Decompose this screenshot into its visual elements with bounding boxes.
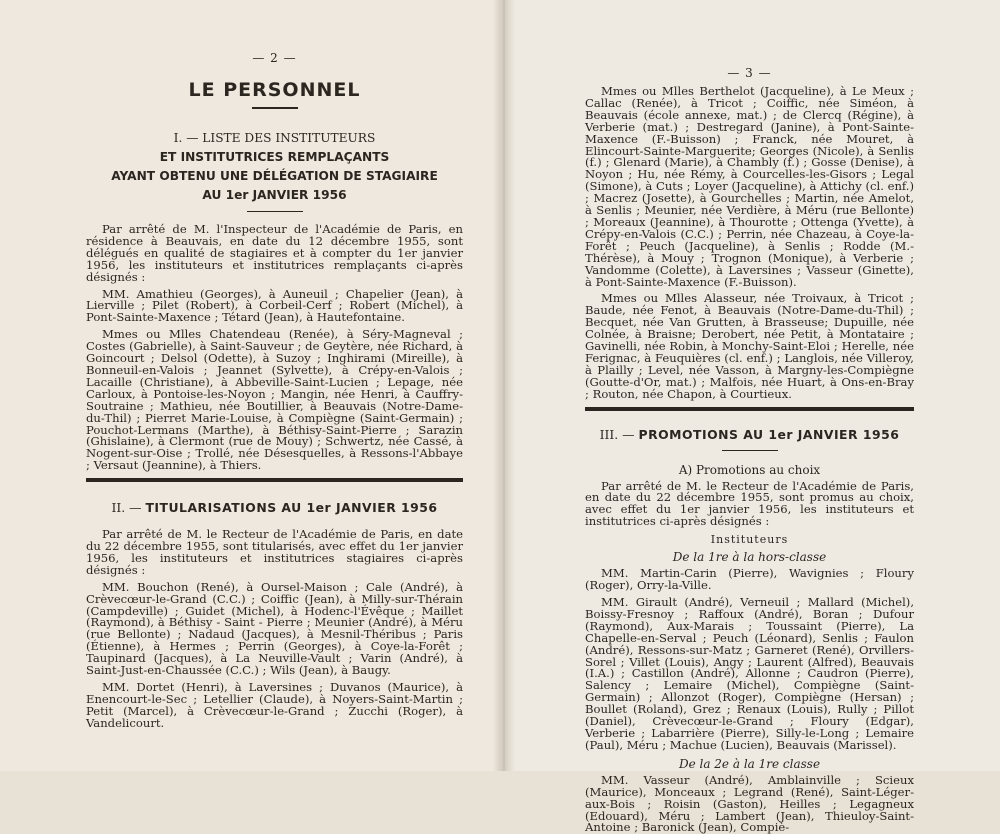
paragraph: MM. Dortet (Henri), à Laversines ; Duvanos (Maurice), à Enencourt-le-Sec ; Letellier (Claude), à Noyers-Saint-Martin ; Petit (Marcel), à Crèvecœur-le-Grand ; Zucchi (Roger), à Vandelicourt. [86, 680, 463, 730]
paragraph: MM. Girault (André), Verneuil ; Mallard (Michel), Boissy-Fresnoy ; Raffoux (André), Boran ; Dufour (Raymond), Aux-Marais ; Toussaint (Pierre), La Chapelle-en-Serval ; Peuch (Léonard), Senlis ; Faulon (André), Ressons-sur-Matz ; Garneret (René), Orvillers-Sorel ; Villet (Louis), Angy ; Laurent (Alfred), Beauvais (I.A.) ; Castillon (André), Allonne ; Caudron (Pierre), Salency ; Lemaire (Michel), Compiègne (Saint-Germain) ; Allonzot (Roger), Compiègne (Hersan) ; Boullet (Roland), Grez ; Renaux (Louis), Rully ; Pillot (Daniel), Crèvecœur-le-Grand ; Floury (Edgar), Verberie ; Labarrière (Pierre), Silly-le-Long ; Lemaire (Paul), Méru ; Machue (Lucien), Beauvais (Marissel). [585, 595, 914, 752]
paragraph: Par arrêté de M. le Recteur de l'Académie de Paris, en date du 22 décembre 1955, sont titularisés, avec effet du 1er janvier 1956, les instituteurs et institutrices stagiaires ci-après désignés : [86, 527, 463, 577]
section3-title: PROMOTIONS AU 1er JANVIER 1956 [638, 426, 900, 442]
section1-heading-line: AU 1er JANVIER 1956 [202, 188, 347, 202]
page-right [500, 0, 1000, 834]
title-rule [252, 107, 298, 109]
section1-heading-line: I. — LISTE DES INSTITUTEURS [173, 131, 376, 145]
section2-heading [86, 500, 463, 515]
paragraph: Par arrêté de M. l'Inspecteur de l'Académie de Paris, en résidence à Beauvais, en date du 12 décembre 1955, sont délégués en qualité de stagiaires et à compter du 1er janvier 1956, les instituteurs et institutrices remplaçants ci-après désignés : [86, 222, 463, 284]
subsection-heading: A) Promotions au choix [678, 462, 821, 477]
section1-heading-line: AYANT OBTENU UNE DÉLÉGATION DE STAGIAIRE [111, 169, 438, 183]
section-divider [86, 478, 463, 482]
paragraph: Mmes ou Mlles Chatendeau (Renée), à Séry-Magneval ; Costes (Gabrielle), à Saint-Sauveur ; de Geytère, née Richard, à Goincourt ; Delsol (Odette), à Suzoy ; Inghirami (Mireille), à Bonneuil-en-Valois ; Jeannet (Sylvette), à Crépy-en-Valois ; Lacaille (Christiane), à Abbeville-Saint-Lucien ; Lepage, née Carloux, à Pontoise-les-Noyon ; Mangin, née Henri, à Cauffry-Soutraine ; Mathieu, née Boutillier, à Beauvais (Notre-Dame-du-Thil) ; Pierret Marie-Louise, à Compiègne (Saint-Germain) ; Pouchot-Lermans (Marthe), à Béthisy-Saint-Pierre ; Sarazin (Ghislaine), à Clermont (rue de Mouy) ; Schwertz, née Cassé, à Nogent-sur-Oise ; Trollé, née Désesquelles, à Ressons-l'Abbaye ; Versaut (Jeannine), à Thiers. [86, 327, 463, 473]
class2-label: De la 2e à la 1re classe [678, 756, 821, 771]
section3-rule [722, 450, 778, 451]
paragraph: Mmes ou Mlles Alasseur, née Troivaux, à Tricot ; Baude, née Fenot, à Beauvais (Notre-Dame-du-Thil) ; Becquet, née Van Grutten, à Brasseuse; Dupuille, née Colnée, à Braisne; Derobert, née Petit, à Montataire ; Gavinelli, née Robin, à Monchy-Saint-Eloi ; Herelle, née Ferignac, à Feuquières (cl. enf.) ; Langlois, née Villeroy, à Plailly ; Level, née Vasson, à Margny-les-Compiègne (Goutte-d'Or, mat.) ; Malfois, née Huart, à Ons-en-Bray ; Routon, née Chapon, à Courtieux. [585, 291, 914, 401]
class1-label: De la 1re à la hors-classe [672, 550, 827, 565]
instituteurs-label: Instituteurs [710, 533, 789, 547]
page-left [0, 0, 500, 771]
section2-title: TITULARISATIONS AU 1er JANVIER 1956 [145, 500, 438, 516]
paragraph: MM. Martin-Carin (Pierre), Wavignies ; Floury (Roger), Orry-la-Ville. [585, 566, 914, 593]
page-number: — 2 — [252, 51, 297, 65]
paragraph: MM. Bouchon (René), à Oursel-Maison ; Cale (André), à Crèvecœur-le-Grand (C.C.) ; Coiffic (Jean), à Milly-sur-Thérain (Campdeville) ; Guidet (Michel), à Hodenc-l'Évêque ; Maillet (Raymond), à Béthisy - Saint - Pierre ; Meunier (André), à Méru (rue Bellonte) ; Nadaud (Jacques), à Mesnil-Théribus ; Paris (Étienne), à Hermes ; Perrin (Georges), à Coye-la-Forêt ; Taupinard (Jacques), à La Neuville-Vault ; Varin (André), à Saint-Just-en-Chaussée (C.C.) ; Wils (Jean), à Baugy. [86, 579, 463, 678]
section3-heading [585, 427, 914, 442]
page-title: LE PERSONNEL [188, 79, 361, 101]
section2-number: II. — [111, 500, 142, 516]
paragraph: MM. Vasseur (André), Amblainville ; Scieux (Maurice), Monceaux ; Legrand (René), Saint-Léger-aux-Bois ; Roisin (Gaston), Heilles ; Legagneux (Edouard), Méru ; Lambert (Jean), Thieuloy-Saint-Antoine ; Baronick (Jean), Compiè- [585, 772, 914, 834]
section1-heading-line: ET INSTITUTRICES REMPLAÇANTS [159, 150, 390, 164]
section1-heading [86, 129, 463, 205]
section1-rule [247, 211, 303, 212]
section3-number: III. — [599, 426, 635, 442]
paragraph: Mmes ou Mlles Berthelot (Jacqueline), à Le Meux ; Callac (Renée), à Tricot ; Coiffic, née Siméon, à Beauvais (école annexe, mat.) ; de Clercq (Régine), à Verberie (mat.) ; Destregard (Janine), à Pont-Sainte-Maxence (F.-Buisson) ; Franck, née Mouret, à Elincourt-Sainte-Marguerite; Georges (Nicole), à Senlis (f.) ; Glenard (Marie), à Chambly (f.) ; Gosse (Denise), à Noyon ; Hu, née Rémy, à Courcelles-les-Gisors ; Legal (Simone), à Cuts ; Loyer (Jacqueline), à Attichy (cl. enf.) ; Macrez (Josette), à Gourchelles ; Martin, née Amelot, à Senlis ; Meunier, née Verdière, à Méru (rue Bellonte) ; Moreaux (Jeannine), à Thourotte ; Ottenga (Yvette), à Crépy-en-Valois (C.C.) ; Perrin, née Chazeau, à Coye-la-Forêt ; Peuch (Jacqueline), à Senlis ; Rodde (M.-Thérèse), à Mouy ; Trognon (Monique), à Verberie ; Vandomme (Colette), à Laversines ; Vasseur (Ginette), à Pont-Sainte-Maxence (F.-Buisson). [585, 84, 914, 289]
section-divider [585, 407, 914, 411]
paragraph: Par arrêté de M. le Recteur de l'Académie de Paris, en date du 22 décembre 1955, sont promus au choix, avec effet du 1er janvier 1956, les instituteurs et institutrices ci-après désignés : [585, 478, 914, 529]
paragraph: MM. Amathieu (Georges), à Auneuil ; Chapelier (Jean), à Lierville ; Pilet (Robert), à Corbeil-Cerf ; Robert (Michel), à Pont-Sainte-Maxence ; Tétard (Jean), à Hautefontaine. [86, 286, 463, 325]
page-number: — 3 — [727, 66, 772, 80]
